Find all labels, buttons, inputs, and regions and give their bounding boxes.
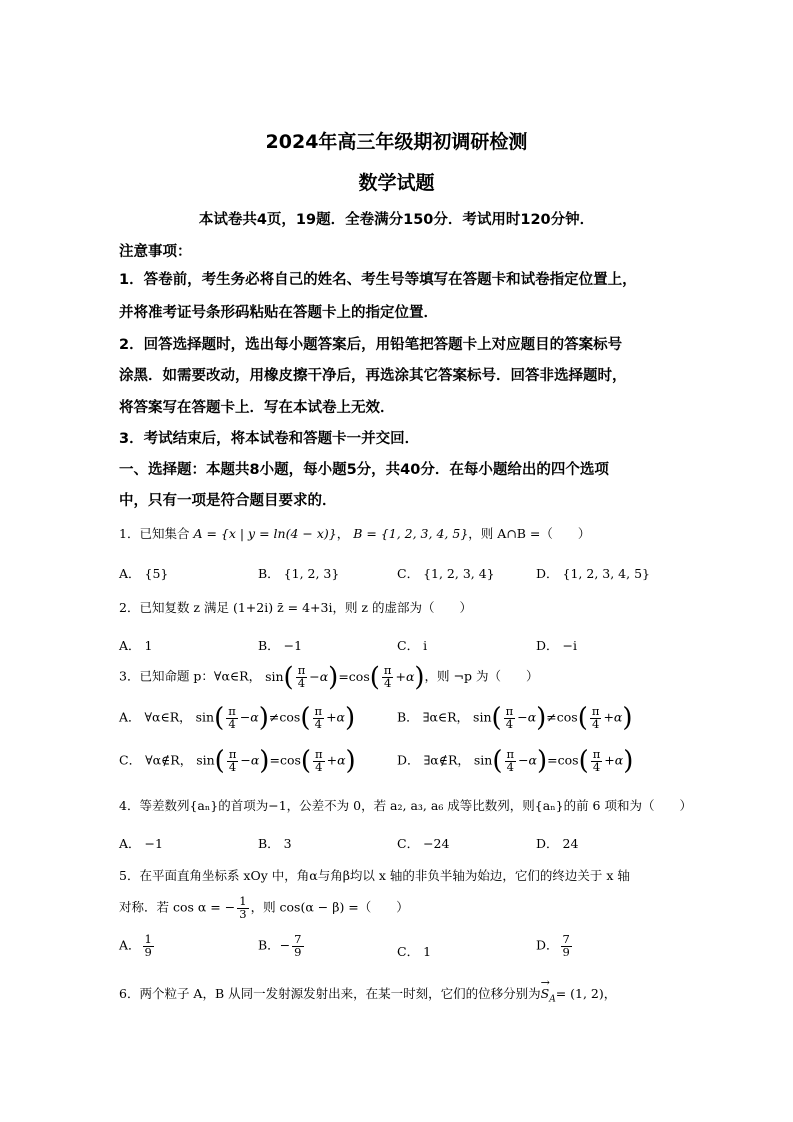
q2-option-c-label: C． (397, 638, 420, 653)
q6-vector-value: = (1, 2)， (555, 986, 617, 1001)
q3-option-a-quant: ∀α∈R， (144, 709, 192, 725)
q2-option-b-label: B． (258, 638, 280, 653)
question-5-stem-line-1: 5．在平面直角坐标系 xOy 中，角α与角β均以 x 轴的非负半轴为始边，它们的终边关于 x 轴 (119, 868, 630, 883)
question-4-stem: 4．等差数列{aₙ}的首项为−1，公差不为 0，若 a₂, a₃, a₆ 成等比数列，则{aₙ}的前 6 项和为（ ） (119, 798, 692, 813)
q1-suffix: ，则 A∩B =（ ） (468, 526, 591, 541)
q3-option-a-label: A． (119, 709, 141, 725)
notes-heading: 注意事项： (119, 244, 192, 260)
q1-option-c (397, 564, 495, 582)
q4-option-c-label: C． (397, 836, 420, 851)
q3-formula: sin( $\frac{\pi}{4}$ −α)=cos( $\frac{\pi}{4}$ +α) (265, 662, 425, 692)
q1-option-a-value: {5} (144, 566, 169, 581)
q5-option-d (536, 934, 574, 958)
q3-option-c-label: C． (119, 752, 142, 768)
q1-option-c-label: C． (397, 566, 420, 581)
q1-option-b (258, 564, 339, 582)
question-2-stem: 2．已知复数 z 满足 (1+2i) z̄ = 4+3i，则 z 的虚部为（ ） (119, 600, 472, 615)
q5-option-a-num: 1 (144, 932, 152, 946)
q5-option-c-value: 1 (423, 944, 432, 959)
q3-option-c: C． ∀α∉R， sin( $\frac{\pi}{4}$ −α)=cos( $\frac{\pi}{4}$ +α) (119, 746, 356, 776)
q1-option-c-value: {1, 2, 3, 4} (423, 566, 495, 581)
q5-line2-prefix: 对称．若 cos α = − (119, 899, 236, 915)
q3-option-c-quant: ∀α∉R， (145, 752, 193, 768)
q5-line2-suffix: ，则 cos(α − β) =（ ） (250, 899, 409, 915)
note-item-1-line-1: 1．答卷前，考生务必将自己的姓名、考生号等填写在答题卡和试卷指定位置上， (119, 272, 637, 288)
q1-option-a (119, 564, 168, 582)
question-1-stem: 1．已知集合 A = {x | y = ln(4 − x)}， B = {1, 2, 3, 4, 5}，则 A∩B =（ ） (119, 526, 591, 541)
note-item-3-line-1: 3．考试结束后，将本试卷和答题卡一并交回． (119, 431, 420, 447)
q4-option-a-label: A． (119, 836, 141, 851)
q3-option-d-label: D． (397, 752, 420, 768)
q5-option-c (397, 942, 431, 960)
q3-option-b: B． ∃α∈R， sin( $\frac{\pi}{4}$ −α)≠cos( $\frac{\pi}{4}$ +α) (397, 703, 633, 733)
q3-option-b-label: B． (397, 709, 419, 725)
q1-option-a-label: A． (119, 566, 141, 581)
q5-option-d-den: 9 (562, 944, 570, 959)
exam-info: 本试卷共4页，19题．全卷满分150分．考试用时120分钟． (198, 212, 595, 228)
q5-option-b-num: 7 (294, 932, 302, 946)
question-3-stem (119, 664, 538, 690)
section-heading-line-1: 一、选择题：本题共8小题，每小题5分，共40分．在每小题给出的四个选项 (119, 462, 609, 478)
q5-option-b (258, 934, 306, 958)
q1-option-d-label: D． (536, 566, 559, 581)
q2-option-a-value: 1 (144, 638, 153, 653)
q5-option-b-label: B． (258, 937, 280, 953)
q5-option-b-den: 9 (294, 944, 302, 959)
q5-option-a (119, 934, 156, 958)
q4-option-d (536, 834, 578, 852)
q4-option-a-value: −1 (144, 836, 163, 851)
q4-option-d-label: D． (536, 836, 559, 851)
q2-option-d-value: −i (562, 638, 577, 653)
q5-option-c-label: C． (397, 944, 420, 959)
q5-option-a-label: A． (119, 937, 141, 953)
q4-option-a (119, 834, 163, 852)
q3-option-d-quant: ∃α∉R， (423, 752, 470, 768)
q5-option-b-sign: − (279, 937, 291, 953)
q1-option-b-value: {1, 2, 3} (283, 566, 340, 581)
q3-option-b-rel: ≠ (546, 709, 557, 725)
q5-option-d-label: D． (536, 937, 559, 953)
q4-option-c-value: −24 (423, 836, 450, 851)
q3-option-d: D． ∃α∉R， sin( $\frac{\pi}{4}$ −α)=cos( $\frac{\pi}{4}$ +α) (397, 746, 634, 776)
q3-option-c-rel: = (269, 752, 280, 768)
q2-option-a-label: A． (119, 638, 141, 653)
q3-option-d-rel: = (547, 752, 558, 768)
question-5-stem-line-2: 对称．若 cos α = − $\frac{1}{3}$ ，则 cos(α − β) =（ ） (119, 894, 409, 921)
q1-prefix: 1．已知集合 (119, 526, 190, 541)
q6-vector-symbol: S (540, 986, 550, 1001)
q2-option-d-label: D． (536, 638, 559, 653)
q2-option-c-value: i (423, 638, 428, 653)
q1-set-b: B = {1, 2, 3, 4, 5} (353, 526, 469, 541)
q3-suffix: ，则 ¬p 为（ ） (424, 668, 539, 684)
q5-option-d-num: 7 (562, 932, 570, 946)
q2-option-b (258, 636, 302, 654)
note-item-2-line-1: 2．回答选择题时，选出每小题答案后，用铅笔把答题卡上对应题目的答案标号 (119, 337, 623, 353)
q5-option-a-den: 9 (144, 944, 152, 959)
section-heading-line-2: 中，只有一项是符合题目要求的． (119, 493, 337, 509)
note-item-2-line-3: 将答案写在答题卡上．写在本试卷上无效． (119, 400, 395, 416)
q2-option-b-value: −1 (283, 638, 303, 653)
q3-prefix: 3．已知命题 p：∀α∈R， (119, 668, 262, 684)
page-subtitle: 数学试题 (358, 172, 435, 194)
q1-option-d (536, 564, 650, 582)
q2-option-c (397, 636, 427, 654)
q2-option-a (119, 636, 152, 654)
q4-option-b-label: B． (258, 836, 280, 851)
q4-option-c (397, 834, 449, 852)
note-item-1-line-2: 并将准考证号条形码粘贴在答题卡上的指定位置． (119, 305, 438, 321)
q6-text: 6．两个粒子 A，B 从同一发射源发射出来，在某一时刻，它们的位移分别为 (119, 986, 541, 1001)
q2-option-d (536, 636, 577, 654)
q1-set-a: A = {x | y = ln(4 − x)} (193, 526, 337, 541)
q4-option-b-value: 3 (283, 836, 292, 851)
q6-vector-sub: A (549, 994, 556, 1005)
q3-option-a-rel: ≠ (268, 709, 280, 725)
q4-option-b (258, 834, 292, 852)
q1-option-d-value: {1, 2, 3, 4, 5} (562, 566, 650, 581)
question-6-stem (119, 984, 616, 1005)
q6-vector (541, 986, 556, 1005)
q1-option-b-label: B． (258, 566, 280, 581)
note-item-2-line-2: 涂黑．如需要改动，用橡皮擦干净后，再选涂其它答案标号．回答非选择题时， (119, 368, 627, 384)
page-title: 2024年高三年级期初调研检测 (265, 131, 528, 153)
q4-option-d-value: 24 (562, 836, 579, 851)
q3-option-a: A． ∀α∈R， sin( $\frac{\pi}{4}$ −α)≠cos( $\frac{\pi}{4}$ +α) (119, 703, 356, 733)
q3-option-b-quant: ∃α∈R， (422, 709, 470, 725)
